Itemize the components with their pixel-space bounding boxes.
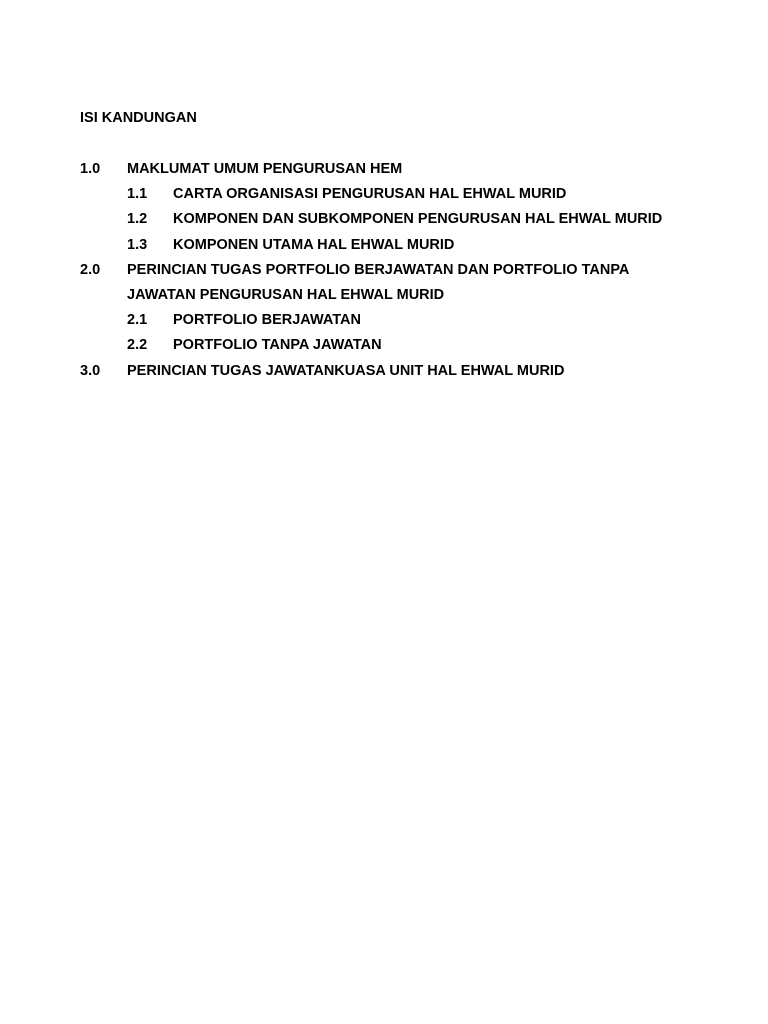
toc-entry-2-1	[80, 308, 740, 333]
toc-entry-text: JAWATAN PENGURUSAN HAL EHWAL MURID	[127, 286, 445, 303]
toc-entry-2-0-continued	[80, 283, 740, 308]
toc-entry-2-0	[80, 258, 740, 283]
toc-entry-1-0	[80, 157, 740, 182]
document-title: ISI KANDUNGAN	[80, 110, 197, 126]
toc-entry-1-1	[80, 182, 740, 207]
toc-entry-number: 1.2	[127, 211, 148, 228]
toc-entry-text: CARTA ORGANISASI PENGURUSAN HAL EHWAL MURID	[173, 186, 567, 203]
table-of-contents	[80, 157, 740, 384]
toc-entry-number: 1.0	[80, 161, 101, 177]
toc-entry-2-2	[80, 333, 740, 358]
toc-entry-text: MAKLUMAT UMUM PENGURUSAN HEM	[127, 161, 403, 177]
toc-entry-text: PORTFOLIO TANPA JAWATAN	[173, 337, 382, 354]
toc-entry-1-3	[80, 233, 740, 258]
toc-entry-text: PERINCIAN TUGAS JAWATANKUASA UNIT HAL EHWAL MURID	[127, 362, 565, 379]
toc-entry-number: 2.0	[80, 261, 101, 278]
toc-entry-number: 2.1	[127, 312, 148, 329]
toc-entry-number: 2.2	[127, 337, 148, 354]
toc-entry-number: 3.0	[80, 362, 101, 379]
toc-entry-text: KOMPONEN DAN SUBKOMPONEN PENGURUSAN HAL EHWAL MURID	[173, 211, 663, 228]
toc-entry-text: PERINCIAN TUGAS PORTFOLIO BERJAWATAN DAN PORTFOLIO TANPA	[127, 261, 630, 278]
toc-entry-1-2	[80, 207, 740, 232]
toc-entry-text: PORTFOLIO BERJAWATAN	[173, 312, 361, 329]
toc-entry-3-0	[80, 359, 740, 384]
toc-entry-text: KOMPONEN UTAMA HAL EHWAL MURID	[173, 236, 455, 253]
toc-entry-number: 1.3	[127, 236, 148, 253]
toc-entry-number: 1.1	[127, 186, 148, 203]
